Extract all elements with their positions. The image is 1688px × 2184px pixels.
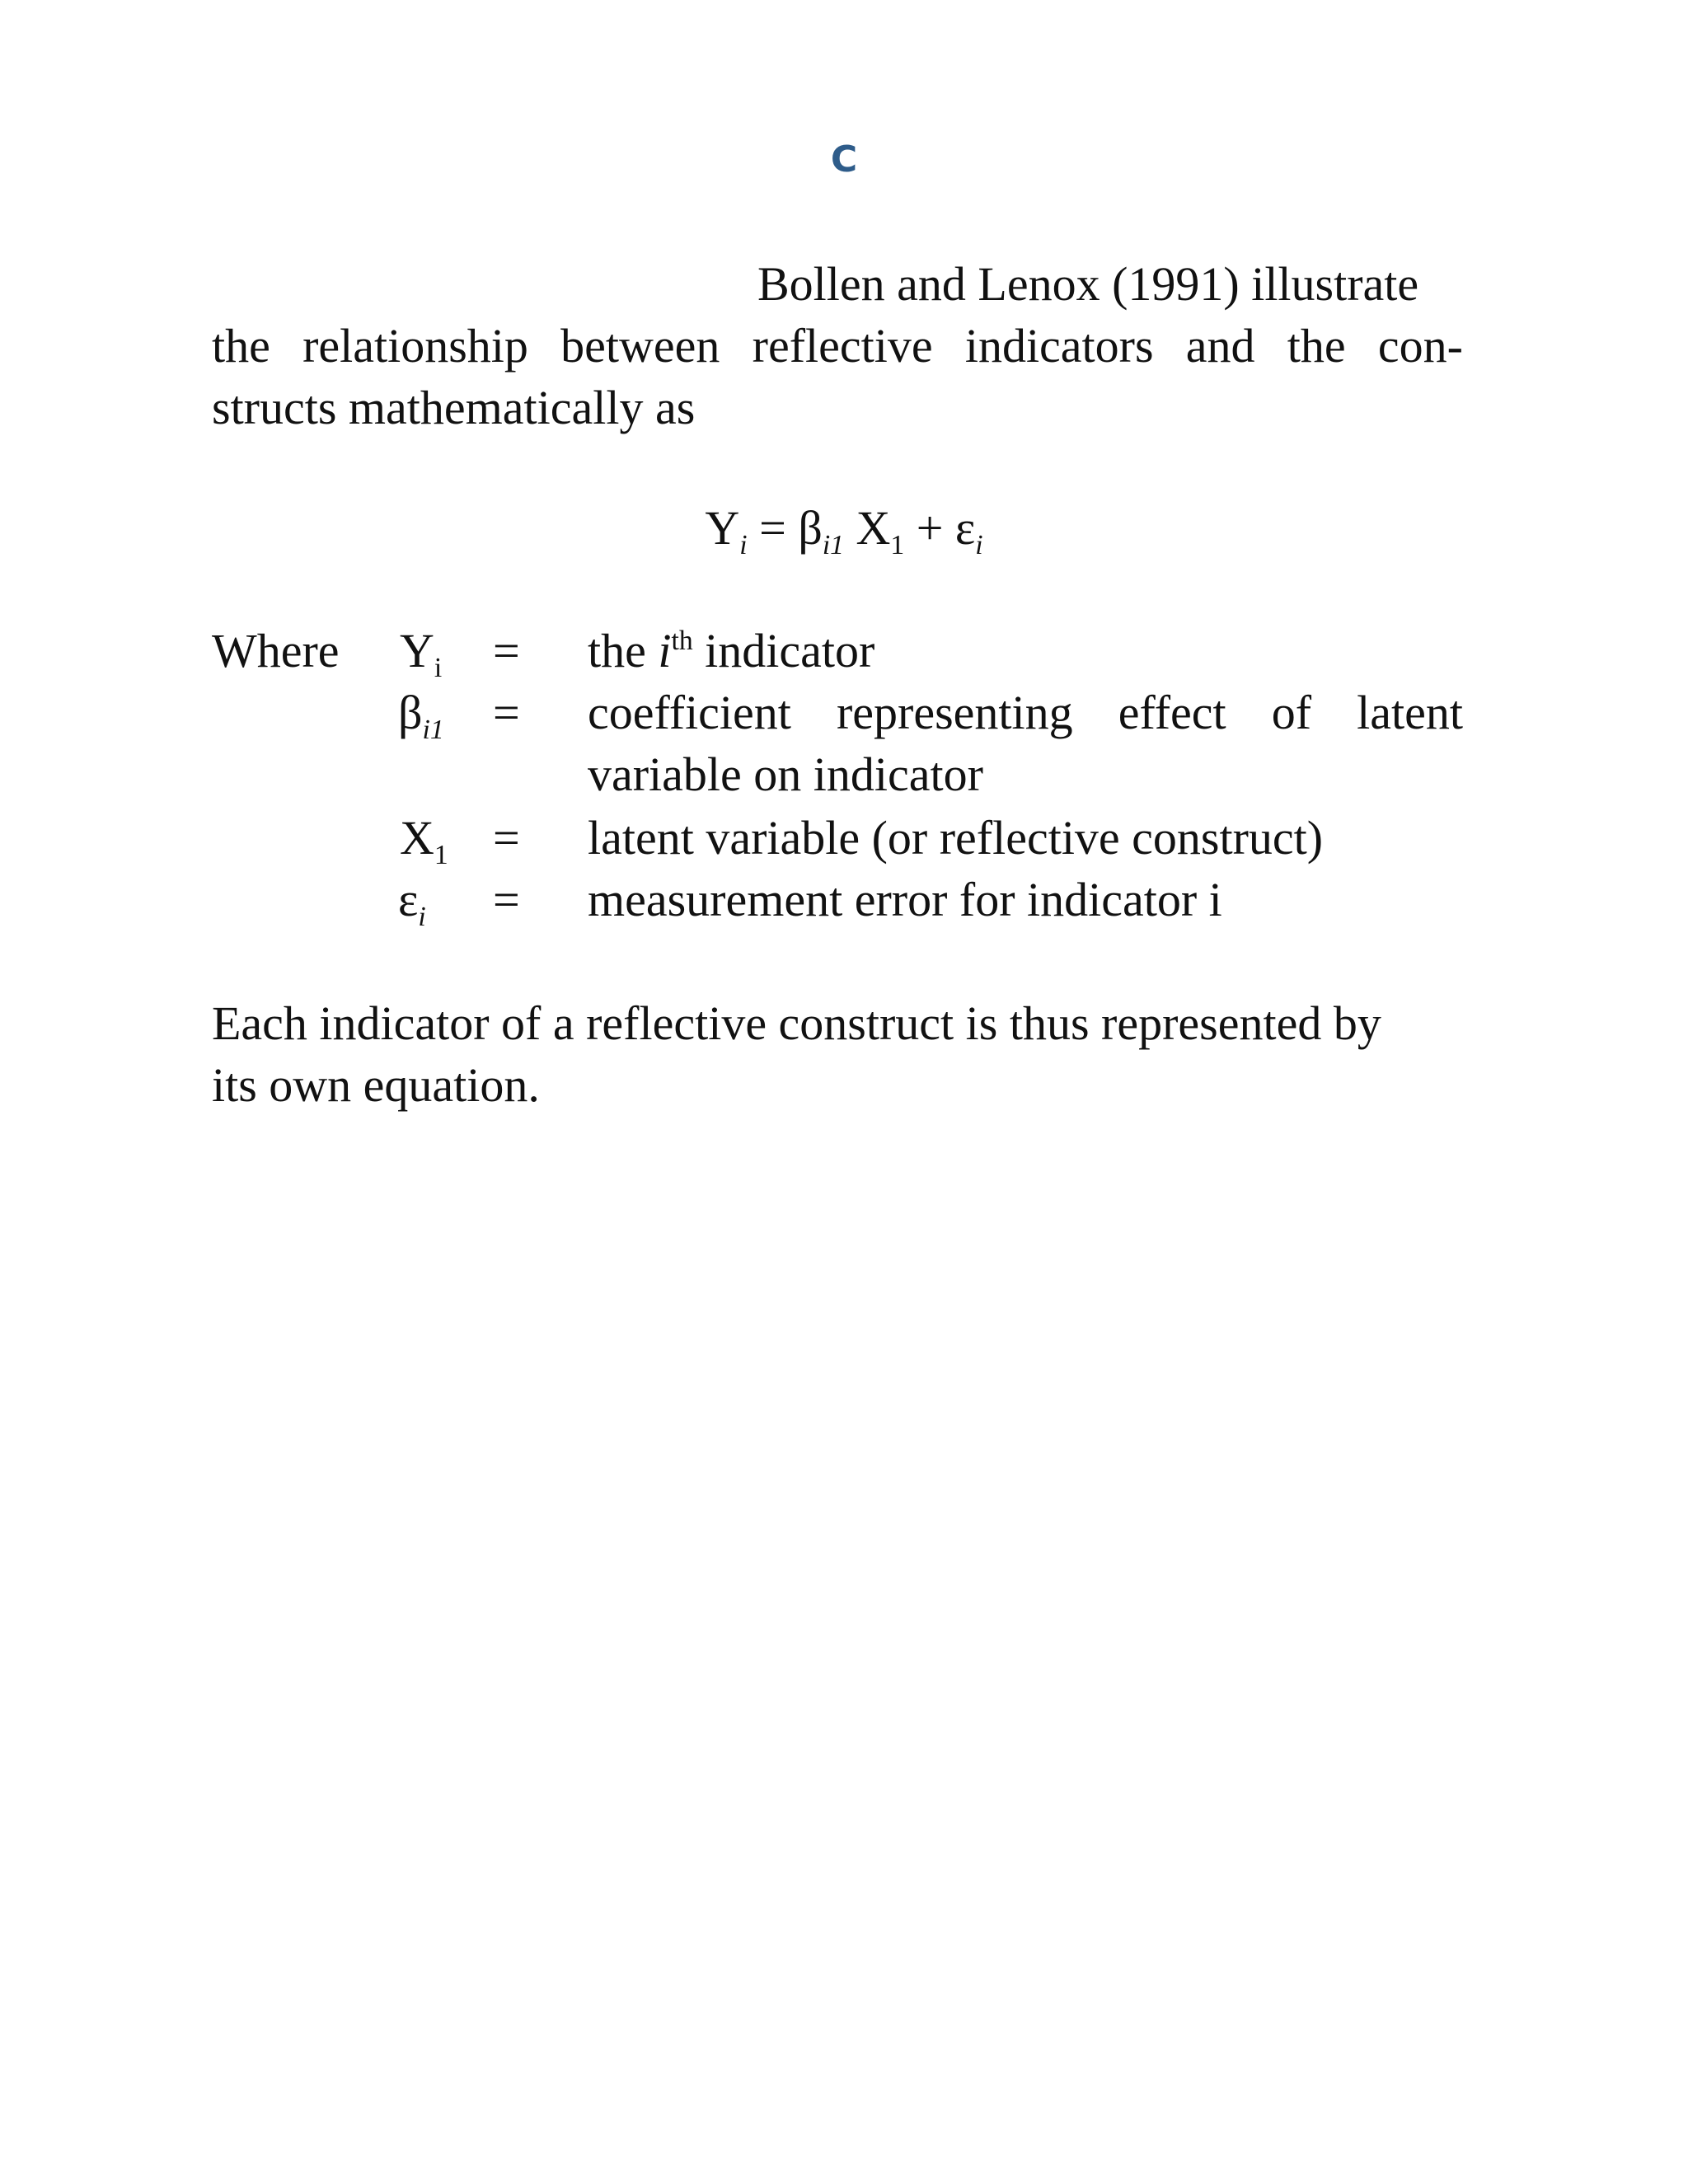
- def-symbol-y: $Y_i$: [400, 624, 443, 683]
- page-letter: C: [830, 138, 858, 180]
- intro-line-2: [212, 319, 1463, 373]
- intro-word: the: [212, 319, 270, 373]
- intro-word: and: [1185, 319, 1255, 373]
- def-equals: =: [493, 811, 520, 865]
- def-equals: =: [493, 686, 520, 739]
- def-text-epsilon: measurement error for indicator i: [588, 873, 1222, 926]
- def-text-x: latent variable (or reflective construct): [588, 811, 1324, 865]
- intro-word: between: [560, 319, 720, 373]
- where-label: Where: [212, 624, 340, 677]
- reflective-equation: [0, 501, 1688, 560]
- def-symbol-epsilon: $\varepsilon_i$: [398, 873, 426, 932]
- intro-word: reflective: [752, 319, 933, 373]
- eq-y-sub: i: [739, 529, 748, 560]
- eq-y: Y: [705, 501, 740, 555]
- eq-x: X: [856, 501, 891, 555]
- eq-epsilon-sub: i: [975, 529, 983, 560]
- intro-word: relationship: [302, 319, 528, 373]
- def-text-y: the $i^{th}$ indicator: [588, 624, 875, 677]
- eq-beta-sub: i1: [822, 529, 844, 560]
- def-text-beta-line-1: coefficient representing effect of latent: [588, 686, 1463, 739]
- closing-line-1: Each indicator of a reflective construct is thus represented by: [212, 996, 1381, 1050]
- def-equals: =: [493, 873, 520, 926]
- intro-line-1: Bollen and Lenox (1991) illustrate: [757, 257, 1419, 311]
- def-text-beta-line-2: variable on indicator: [588, 748, 983, 801]
- def-symbol-beta: $\beta_{i1}$: [398, 686, 444, 745]
- closing-line-2: its own equation.: [212, 1058, 540, 1112]
- eq-equals: =: [759, 501, 786, 555]
- eq-beta: β: [798, 501, 823, 555]
- intro-line-3: structs mathematically as: [212, 381, 696, 434]
- eq-x-sub: 1: [890, 529, 905, 560]
- eq-plus: +: [916, 501, 944, 555]
- intro-word: indicators: [964, 319, 1154, 373]
- eq-epsilon: ε: [954, 501, 976, 555]
- def-symbol-x: $X_1$: [400, 811, 448, 870]
- intro-word: the: [1287, 319, 1346, 373]
- def-equals: =: [493, 624, 520, 677]
- intro-word: con-: [1377, 319, 1463, 373]
